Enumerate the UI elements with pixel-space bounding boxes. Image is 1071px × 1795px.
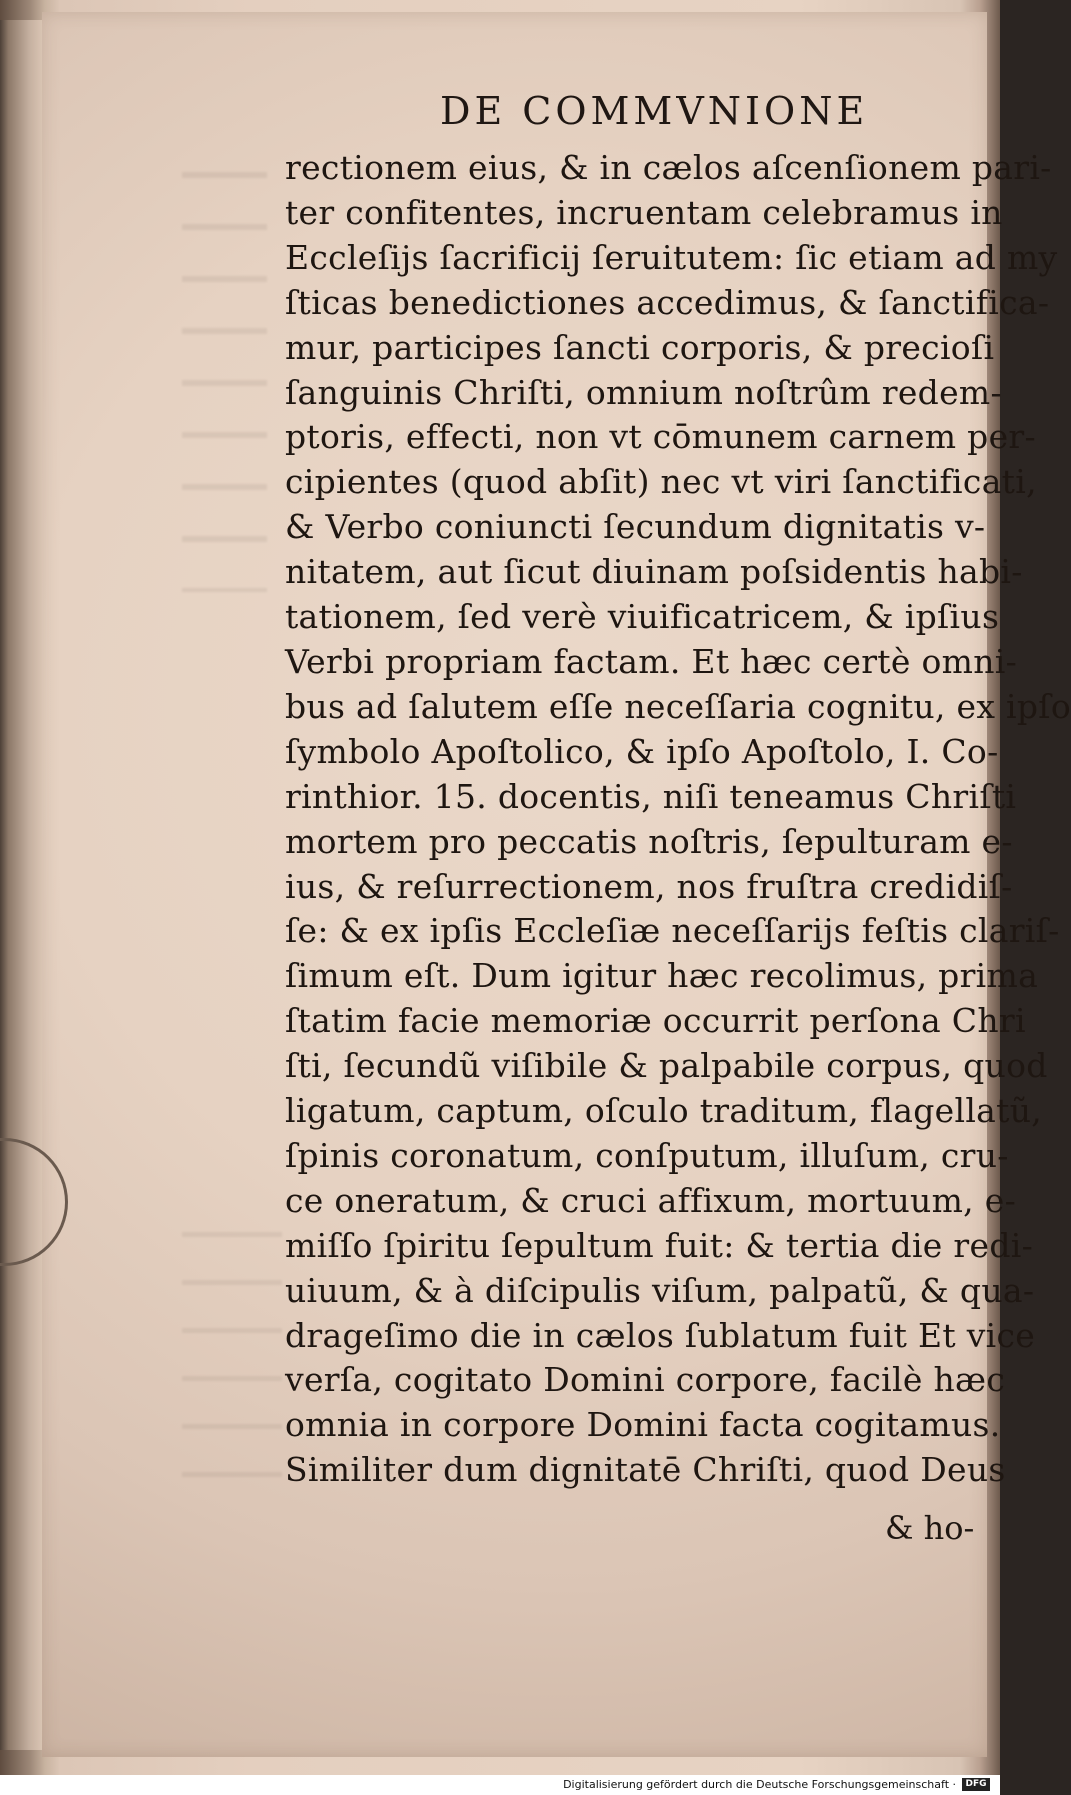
text-line: bus ad ſalutem eſſe neceſſaria cognitu, ex ipſo xyxy=(285,686,1071,726)
show-through-text-lower xyxy=(182,1232,282,1482)
text-line: rinthior. 15. docentis, niſi teneamus Chriſti xyxy=(285,776,1017,816)
text-line: omnia in corpore Domini facta cogitamus. xyxy=(285,1405,1001,1445)
text-line: Verbi propriam factam. Et hæc certè omni- xyxy=(285,641,1018,681)
text-line: ptoris, effecti, non vt cōmunem carnem per- xyxy=(285,417,1036,457)
text-line: drageſimo die in cælos ſublatum fuit Et vice xyxy=(285,1315,1036,1355)
text-line: rectionem eius, & in cælos aſcenſionem pari- xyxy=(285,148,1052,187)
text-line: ſimum eſt. Dum igitur hæc recolimus, prima xyxy=(285,956,1039,996)
text-line: & Verbo coniuncti ſecundum dignitatis v- xyxy=(285,507,986,547)
text-line: ſanguinis Chriſti, omnium noſtrûm redem- xyxy=(285,372,1002,412)
text-line: tationem, ſed verè viuificatricem, & ipſius xyxy=(285,597,1000,637)
text-line: ſymbolo Apoſtolico, & ipſo Apoſtolo, I. Co- xyxy=(285,731,999,771)
body-text xyxy=(285,146,1071,1493)
footer-credit: Digitalisierung gefördert durch die Deutsche Forschungsgemeinschaft · xyxy=(563,1778,956,1791)
text-line: ſtatim facie memoriæ occurrit perſona Chri xyxy=(285,1001,1026,1041)
show-through-text xyxy=(182,172,267,592)
text-line: uiuum, & à diſcipulis viſum, palpatũ, & qua- xyxy=(285,1270,1035,1310)
text-line: mur, participes ſancti corporis, & precioſi xyxy=(285,327,995,367)
digitization-footer xyxy=(0,1775,1000,1795)
book-page-edges xyxy=(0,20,43,1750)
text-line: Eccleſijs ſacrificij ſeruitutem: ſic etiam ad my xyxy=(285,237,1058,277)
text-line: ce oneratum, & cruci affixum, mortuum, e- xyxy=(285,1180,1017,1220)
text-line: nitatem, aut ſicut diuinam poſsidentis habi- xyxy=(285,552,1023,592)
text-line: ſticas benedictiones accedimus, & ſanctifica- xyxy=(285,282,1050,322)
dfg-logo: DFG xyxy=(962,1778,990,1791)
text-line: miſſo ſpiritu ſepultum fuit: & tertia die redi- xyxy=(285,1225,1034,1265)
text-line: Similiter dum dignitatē Chriſti, quod Deus xyxy=(285,1450,1006,1490)
text-line: ter confitentes, incruentam celebramus in xyxy=(285,192,1003,232)
text-line: ſpinis coronatum, conſputum, illuſum, cru- xyxy=(285,1135,1009,1175)
text-line: ſe: & ex ipſis Eccleſiæ neceſſarijs feſtis clariſ- xyxy=(285,911,1060,951)
text-line: ligatum, captum, oſculo traditum, flagellatũ, xyxy=(285,1091,1043,1131)
text-line: ius, & reſurrectionem, nos fruſtra credidiſ- xyxy=(285,866,1013,906)
text-line: mortem pro peccatis noſtris, ſepulturam e- xyxy=(285,821,1013,861)
running-header: DE COMMVNIONE xyxy=(440,89,869,133)
catchword: & ho- xyxy=(885,1509,975,1547)
text-line: verſa, cogitato Domini corpore, facilè hæc xyxy=(285,1360,1006,1400)
text-line: cipientes (quod abſit) nec vt viri ſanctificati, xyxy=(285,462,1037,502)
text-line: ſti, ſecundũ viſibile & palpabile corpus, quod xyxy=(285,1046,1048,1086)
